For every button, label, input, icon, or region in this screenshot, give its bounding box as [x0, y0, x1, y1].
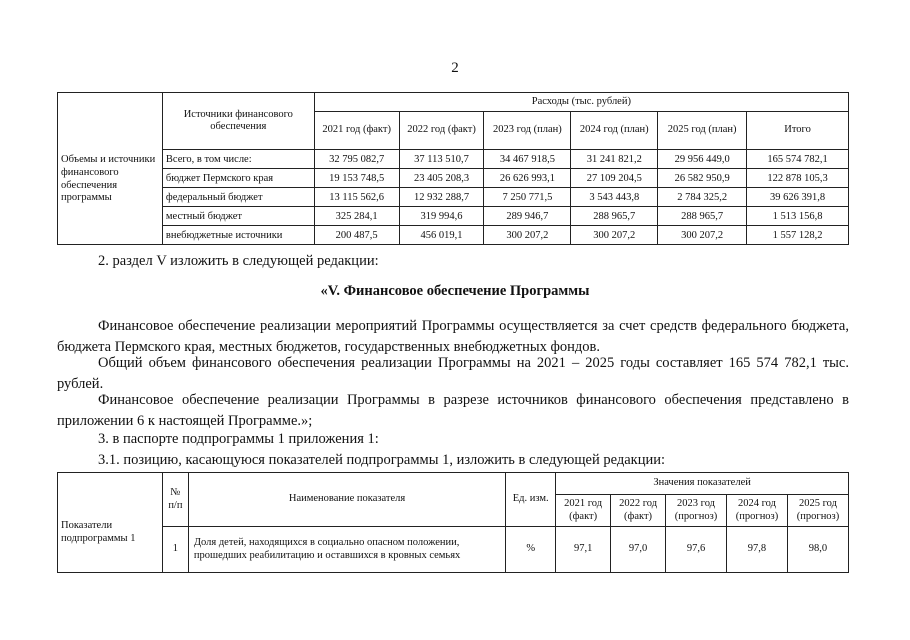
cell-value: 300 207,2 — [484, 226, 571, 245]
cell-value: 32 795 082,7 — [314, 150, 399, 169]
item-2-text: 2. раздел V изложить в следующей редакции: — [98, 253, 379, 269]
values-header: Значения показателей — [556, 473, 849, 495]
item-3-1-text: 3.1. позицию, касающуюся показателей подпрограммы 1, изложить в следующей редакции: — [98, 452, 666, 468]
cell-value: 288 965,7 — [571, 207, 658, 226]
cell-value: 12 932 288,7 — [399, 188, 484, 207]
cell-value: 288 965,7 — [658, 207, 747, 226]
item-3-text: 3. в паспорте подпрограммы 1 приложения 1: — [98, 431, 379, 447]
year-header: 2022 год (факт) — [611, 495, 666, 527]
cell-value: 19 153 748,5 — [314, 169, 399, 188]
cell-value: 34 467 918,5 — [484, 150, 571, 169]
name-header: Наименование показателя — [188, 473, 505, 527]
cell-value: 3 543 443,8 — [571, 188, 658, 207]
cell-value: 325 284,1 — [314, 207, 399, 226]
total-header: Итого — [747, 112, 849, 150]
cell-value: 200 487,5 — [314, 226, 399, 245]
cell-value: 1 557 128,2 — [747, 226, 849, 245]
unit-header: Ед. изм. — [506, 473, 556, 527]
cell-value: 7 250 771,5 — [484, 188, 571, 207]
year-header: 2024 год (план) — [571, 112, 658, 150]
cell-value: 13 115 562,6 — [314, 188, 399, 207]
cell-value: 97,8 — [727, 527, 788, 573]
row-label: местный бюджет — [162, 207, 314, 226]
indicators-table — [57, 472, 849, 573]
row-num: 1 — [162, 527, 188, 573]
cell-value: 98,0 — [787, 527, 848, 573]
paragraph-1: Финансовое обеспечение реализации мероприятий Программы осуществляется за счет средств федерального бюджета, бюджета Пермского края, местных бюджетов, государственных внебюджетных фондов. — [57, 318, 849, 355]
row-label: внебюджетные источники — [162, 226, 314, 245]
cell-value: 23 405 208,3 — [399, 169, 484, 188]
cell-value: 319 994,6 — [399, 207, 484, 226]
indicator-unit: % — [506, 527, 556, 573]
financing-row-header: Объемы и источники финансового обеспечения программы — [58, 93, 163, 245]
cell-value: 289 946,7 — [484, 207, 571, 226]
year-header: 2023 год (план) — [484, 112, 571, 150]
table-row — [58, 527, 849, 573]
cell-value: 165 574 782,1 — [747, 150, 849, 169]
cell-value: 31 241 821,2 — [571, 150, 658, 169]
year-header: 2021 год (факт) — [314, 112, 399, 150]
cell-value: 27 109 204,5 — [571, 169, 658, 188]
year-header: 2022 год (факт) — [399, 112, 484, 150]
cell-value: 97,0 — [611, 527, 666, 573]
indicators-row-header: Показатели подпрограммы 1 — [58, 473, 163, 573]
year-header: 2025 год (прогноз) — [787, 495, 848, 527]
table-row — [58, 207, 849, 226]
table-row — [58, 226, 849, 245]
table-row — [58, 150, 849, 169]
cell-value: 456 019,1 — [399, 226, 484, 245]
indicator-name: Доля детей, находящихся в социально опасном положении, прошедших реабилитацию и оставшихся в кровных семьях — [188, 527, 505, 573]
section-heading: «V. Финансовое обеспечение Программы — [320, 283, 590, 299]
row-label: Всего, в том числе: — [162, 150, 314, 169]
cell-value: 97,1 — [556, 527, 611, 573]
cell-value: 37 113 510,7 — [399, 150, 484, 169]
paragraph-2: Общий объем финансового обеспечения реализации Программы на 2021 – 2025 годы составляет 165 574 782,1 тыс. рублей. — [57, 355, 849, 392]
cell-value: 300 207,2 — [658, 226, 747, 245]
expenses-header: Расходы (тыс. рублей) — [314, 93, 848, 112]
financing-table — [57, 92, 849, 245]
year-header: 2025 год (план) — [658, 112, 747, 150]
row-label: бюджет Пермского края — [162, 169, 314, 188]
year-header: 2021 год (факт) — [556, 495, 611, 527]
table-row — [58, 169, 849, 188]
sources-header: Источники финансового обеспечения — [162, 93, 314, 150]
cell-value: 26 626 993,1 — [484, 169, 571, 188]
year-header: 2023 год (прогноз) — [666, 495, 727, 527]
cell-value: 97,6 — [666, 527, 727, 573]
cell-value: 300 207,2 — [571, 226, 658, 245]
paragraph-3: Финансовое обеспечение реализации Программы в разрезе источников финансового обеспечения представлено в приложении 6 к настоящей Программе.»; — [57, 392, 849, 429]
cell-value: 26 582 950,9 — [658, 169, 747, 188]
cell-value: 1 513 156,8 — [747, 207, 849, 226]
cell-value: 2 784 325,2 — [658, 188, 747, 207]
num-header: № п/п — [162, 473, 188, 527]
row-label: федеральный бюджет — [162, 188, 314, 207]
year-header: 2024 год (прогноз) — [727, 495, 788, 527]
cell-value: 29 956 449,0 — [658, 150, 747, 169]
cell-value: 39 626 391,8 — [747, 188, 849, 207]
table-row — [58, 188, 849, 207]
page-number: 2 — [451, 60, 459, 76]
cell-value: 122 878 105,3 — [747, 169, 849, 188]
